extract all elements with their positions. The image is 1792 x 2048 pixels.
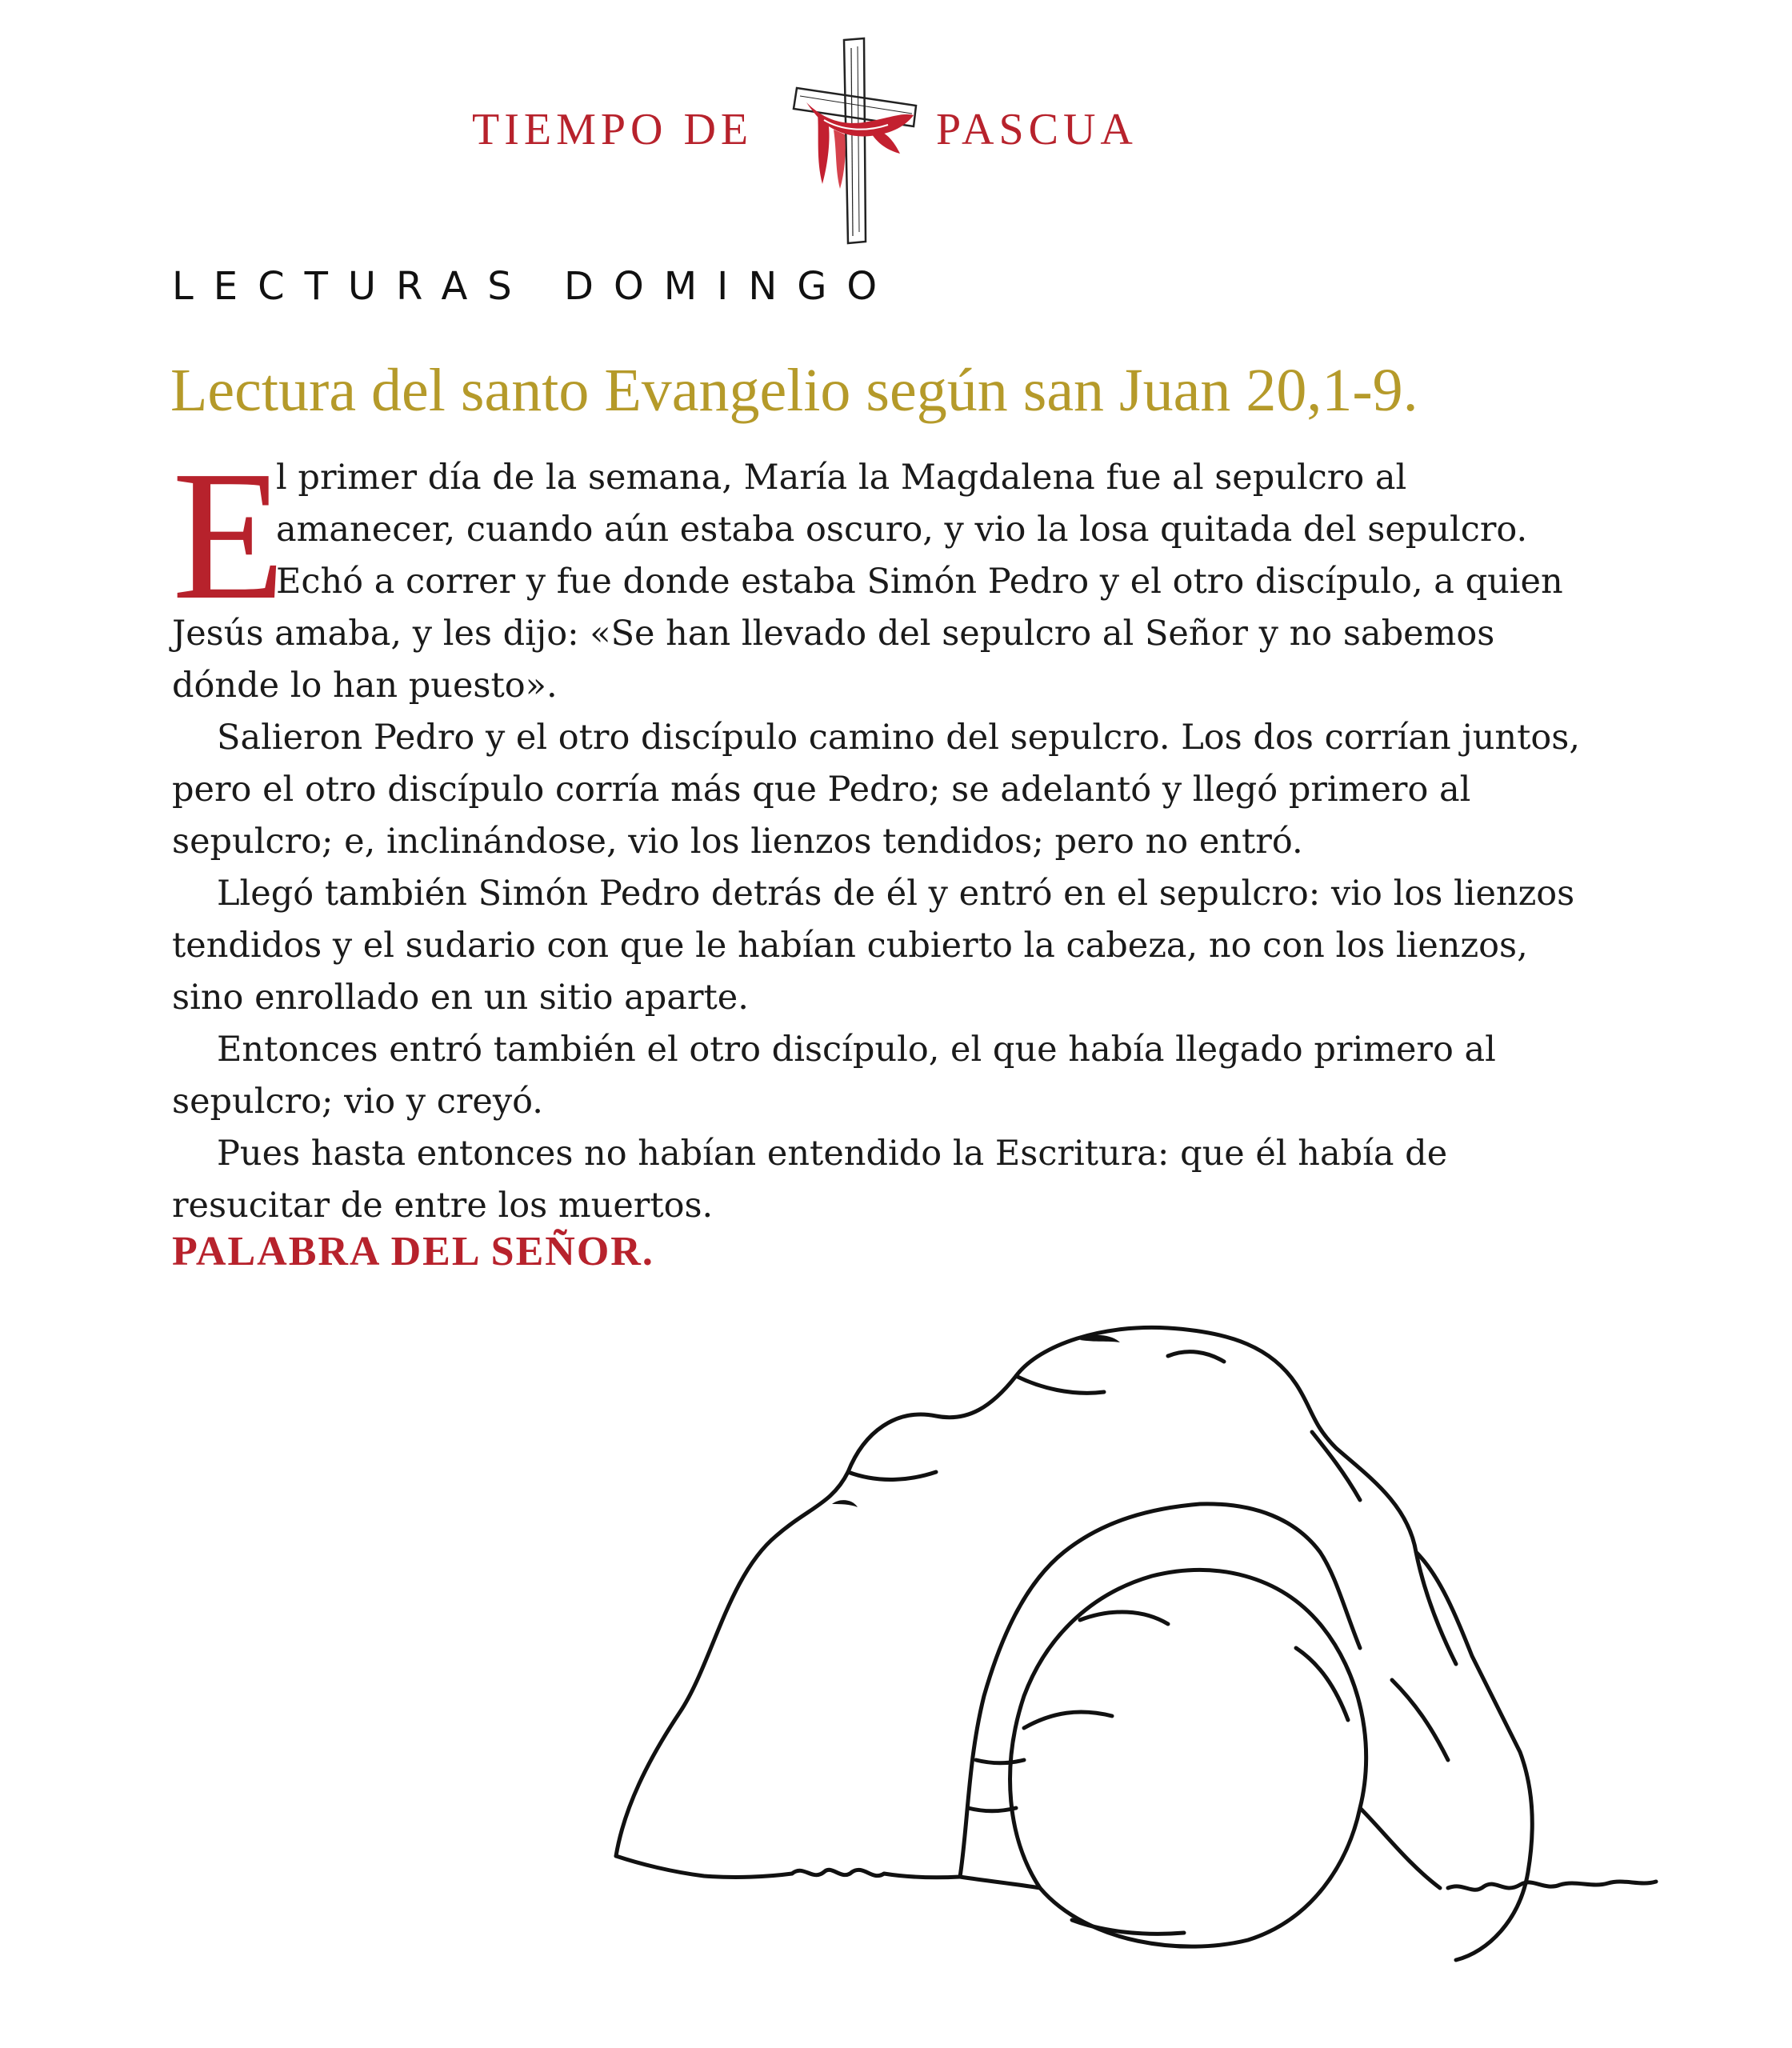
reading-line: Jesús amaba, y les dijo: «Se han llevado del sepulcro al Señor y no sabemos xyxy=(172,614,1495,654)
drop-cap: E xyxy=(172,433,286,638)
reading-line: Entonces entró también el otro discípulo, el que había llegado primero al xyxy=(217,1030,1496,1070)
reading-line: Pues hasta entonces no habían entendido la Escritura: que él había de xyxy=(217,1134,1448,1174)
reading-body xyxy=(172,433,1581,1232)
empty-tomb-drawing xyxy=(592,1312,1728,2016)
season-title-right: PASCUA xyxy=(936,105,1138,154)
reading-line: pero el otro discípulo corría más que Pedro; se adelantó y llegó primero al xyxy=(172,770,1471,810)
reading-line: sino enrollado en un sitio aparte. xyxy=(172,978,749,1018)
reading-line: sepulcro; vio y creyó. xyxy=(172,1082,543,1122)
season-title-left: TIEMPO DE xyxy=(472,105,754,154)
reading-line: sepulcro; e, inclinándose, vio los lienzos tendidos; pero no entró. xyxy=(172,822,1303,862)
closing-acclamation: PALABRA DEL SEÑOR. xyxy=(172,1229,654,1274)
reading-line: Llegó también Simón Pedro detrás de él y entró en el sepulcro: vio los lienzos xyxy=(217,874,1575,914)
reading-line: l primer día de la semana, María la Magdalena fue al sepulcro al xyxy=(276,458,1407,498)
reading-line: amanecer, cuando aún estaba oscuro, y vio la losa quitada del sepulcro. xyxy=(276,510,1528,550)
reading-line: Echó a correr y fue donde estaba Simón Pedro y el otro discípulo, a quien xyxy=(276,562,1563,602)
reading-title: Lectura del santo Evangelio según san Juan 20,1-9. xyxy=(170,357,1418,424)
cross-with-red-cloth-icon xyxy=(768,32,944,248)
page-header xyxy=(0,32,1792,248)
section-label: LECTURAS DOMINGO xyxy=(172,264,898,309)
reading-line: Salieron Pedro y el otro discípulo camino del sepulcro. Los dos corrían juntos, xyxy=(217,718,1581,758)
reading-line: resucitar de entre los muertos. xyxy=(172,1186,714,1226)
reading-line: tendidos y el sudario con que le habían cubierto la cabeza, no con los lienzos, xyxy=(172,926,1528,966)
reading-line: dónde lo han puesto». xyxy=(172,666,558,706)
